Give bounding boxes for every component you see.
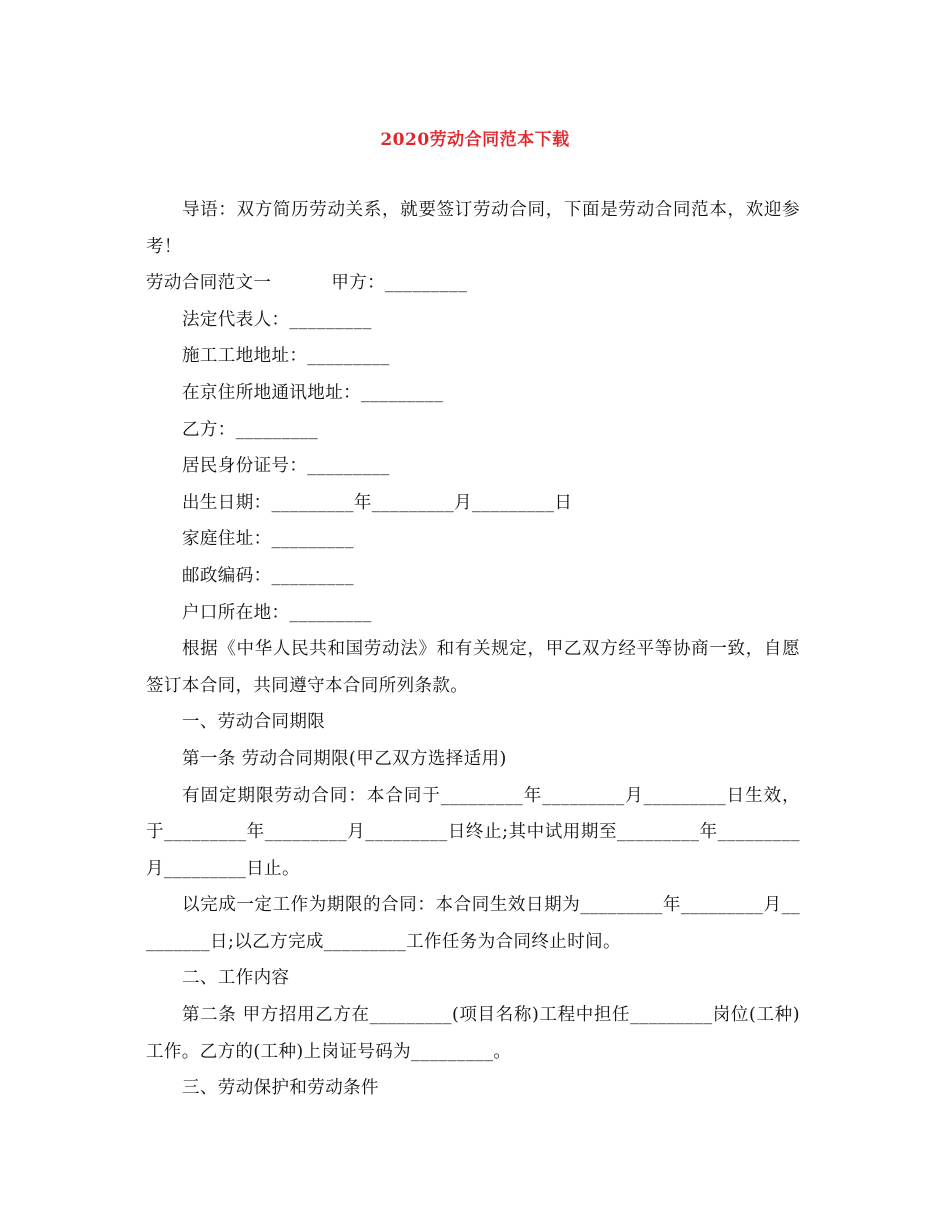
- paragraph-legal-rep: 法定代表人：_________: [182, 309, 372, 330]
- section-heading-3: 三、劳动保护和劳动条件: [182, 1078, 379, 1099]
- paragraph-fixed-term: 有固定期限劳动合同：本合同于_________年_________月_________日生效，于_________年_________月_________日终止;其中试用期至_________年_________月_________日止。: [146, 785, 800, 879]
- article-1-heading: 第一条 劳动合同期限(甲乙双方选择适用): [182, 748, 507, 769]
- party-a-field: 甲方：_________: [331, 273, 468, 294]
- paragraph-postal-code: 邮政编码：_________: [182, 565, 354, 586]
- paragraph-task-term: 以完成一定工作为期限的合同：本合同生效日期为_________年_________月_________日;以乙方完成_________工作任务为合同终止时间。: [146, 895, 800, 952]
- paragraph-hukou: 户口所在地：_________: [182, 602, 372, 623]
- sample-label: 劳动合同范文一: [146, 273, 272, 294]
- paragraph-site-address: 施工工地地址：_________: [182, 346, 390, 367]
- paragraph-birth-date: 出生日期：_________年_________月_________日: [182, 492, 573, 513]
- section-heading-2: 二、工作内容: [182, 968, 290, 989]
- paragraph-home-address: 家庭住址：_________: [182, 529, 354, 550]
- article-2: 第二条 甲方招用乙方在_________(项目名称)工程中担任_________岗位(工种)工作。乙方的(工种)上岗证号码为_________。: [146, 1005, 800, 1062]
- document-title: 2020劳动合同范本下载: [380, 130, 570, 150]
- paragraph-intro: 导语：双方简历劳动关系，就要签订劳动合同，下面是劳动合同范本，欢迎参考！: [146, 200, 800, 257]
- paragraph-party-b: 乙方：_________: [182, 419, 319, 440]
- paragraph-beijing-address: 在京住所地通讯地址：_________: [182, 382, 444, 403]
- section-heading-1: 一、劳动合同期限: [182, 712, 326, 733]
- document-body: [146, 192, 800, 1107]
- paragraph-sample-heading: [146, 265, 800, 302]
- paragraph-basis: 根据《中华人民共和国劳动法》和有关规定，甲乙双方经平等协商一致，自愿签订本合同，共同遵守本合同所列条款。: [146, 639, 800, 696]
- paragraph-id-number: 居民身份证号：_________: [182, 456, 390, 477]
